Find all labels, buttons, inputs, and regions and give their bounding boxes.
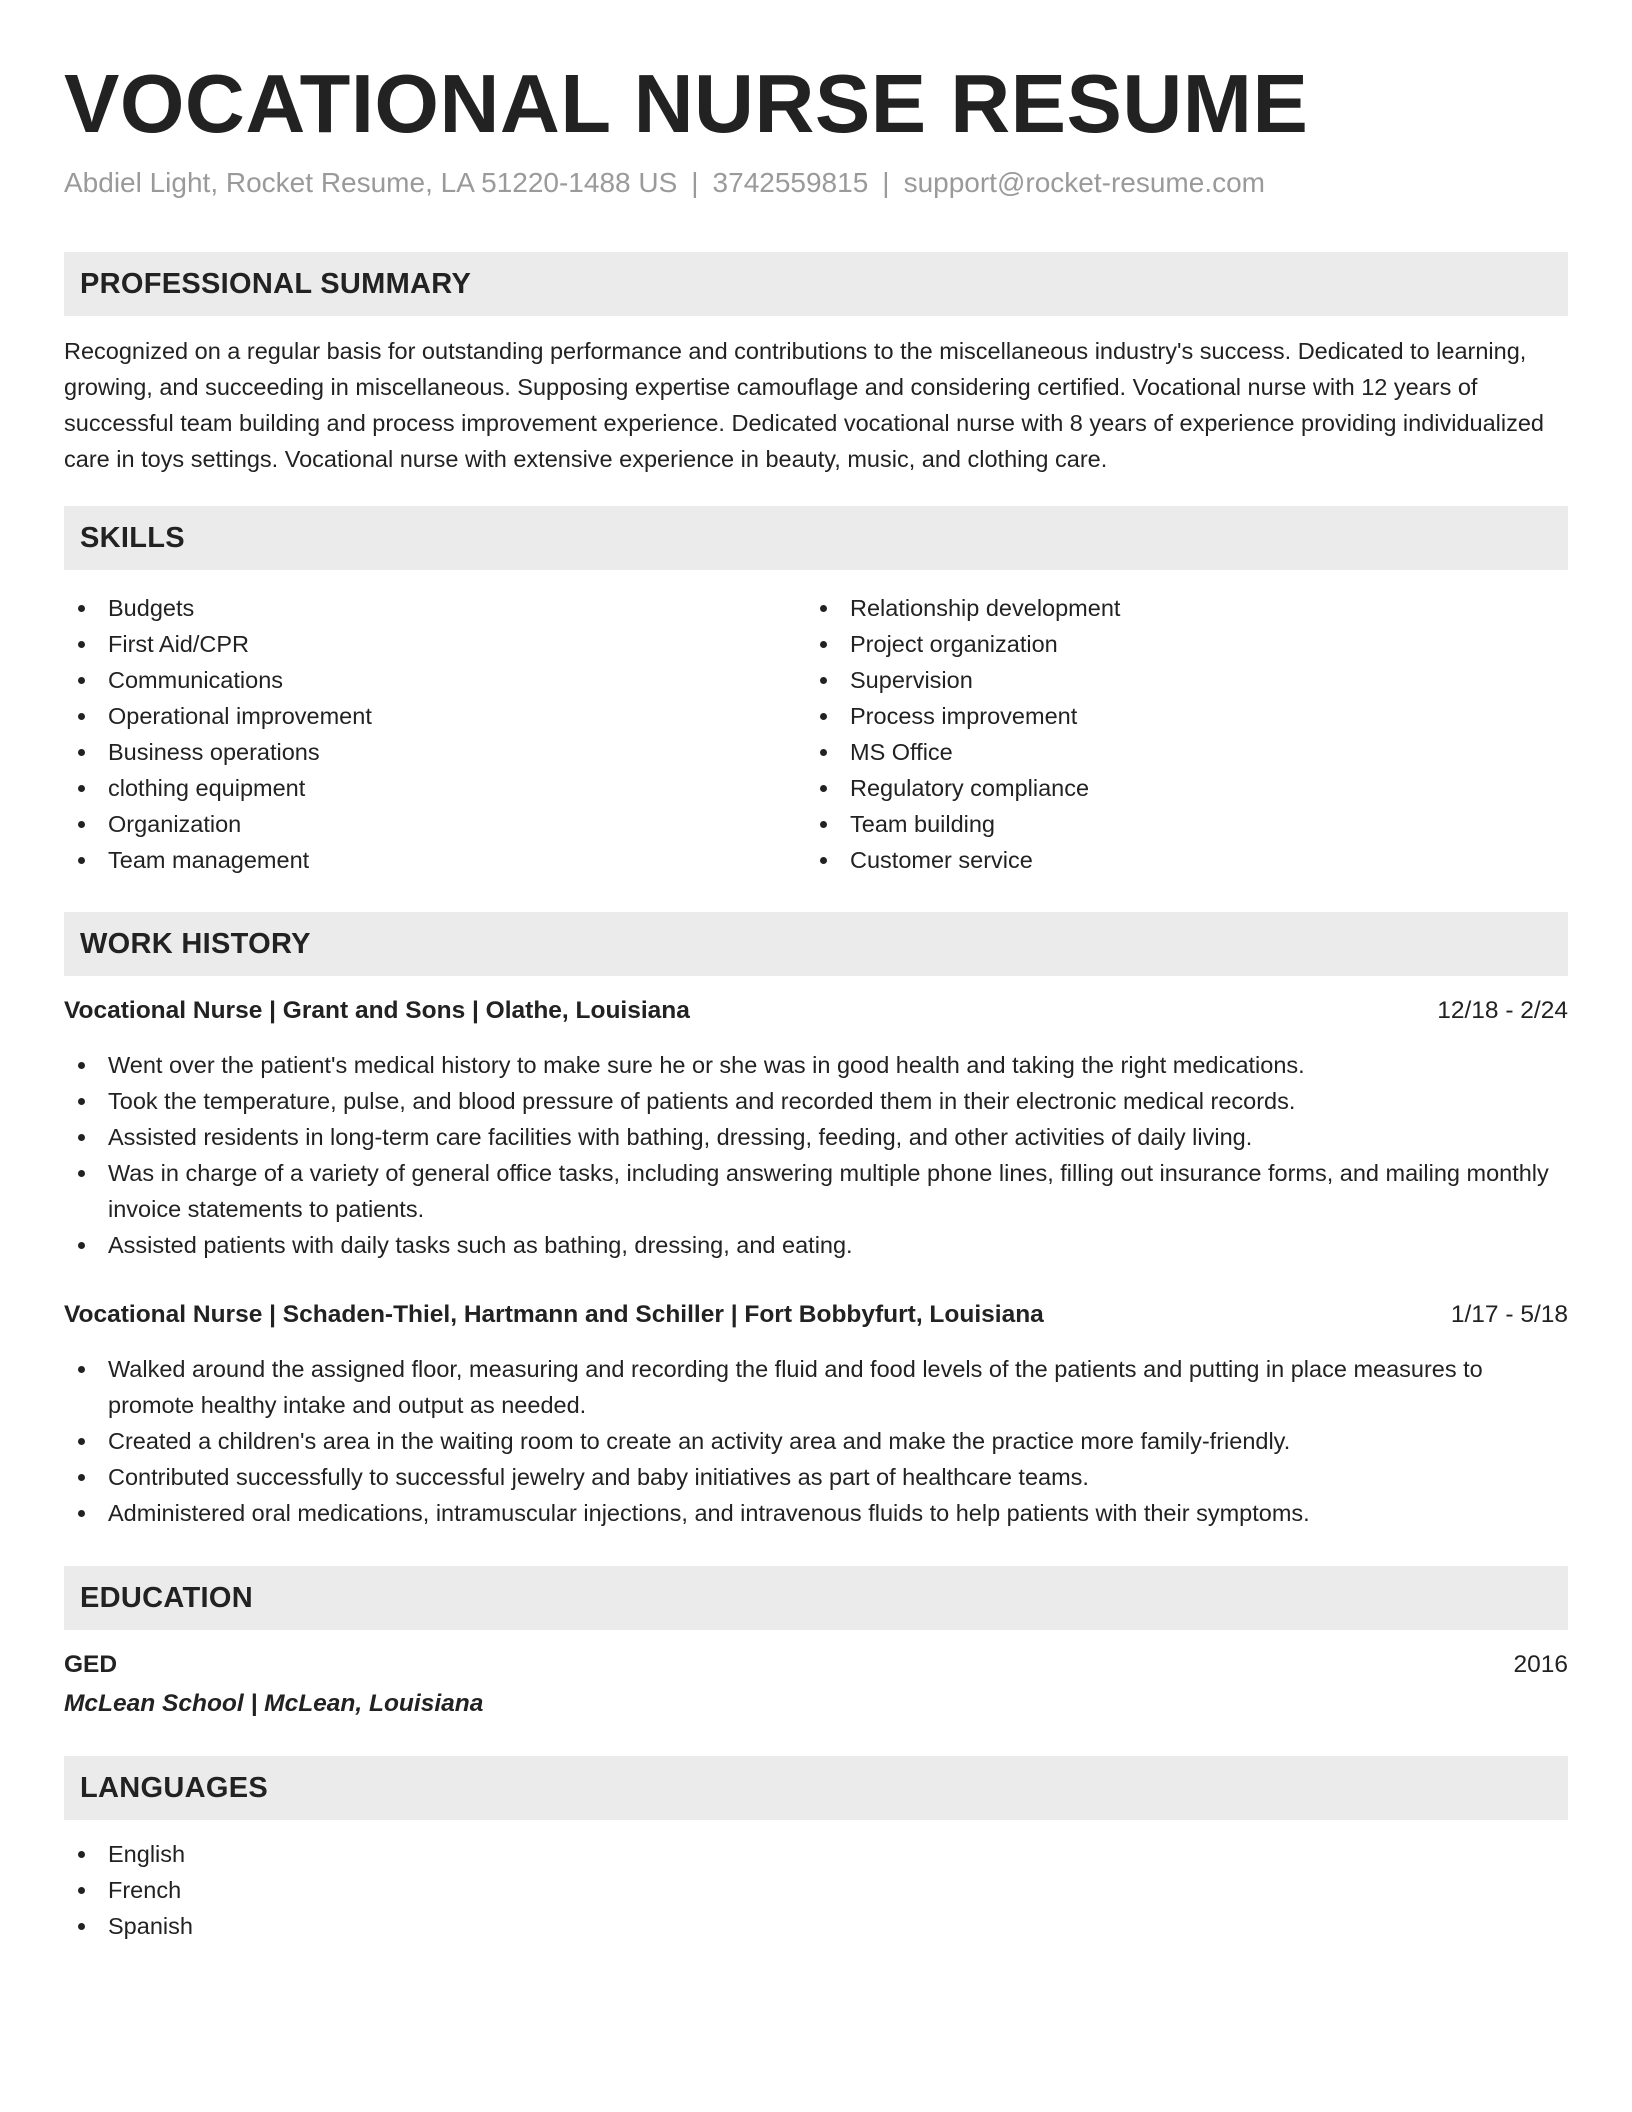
contact-separator: | [882,167,890,198]
skill-item: Regulatory compliance [806,770,1506,806]
job-bullet: Went over the patient's medical history to make sure he or she was in good health and taking the right medications. [64,1047,1568,1083]
skill-item: Supervision [806,662,1506,698]
job-bullet: Administered oral medications, intramuscular injections, and intravenous fluids to help patients with their symptoms. [64,1495,1568,1531]
skill-item: Team management [64,842,764,878]
language-item: Spanish [64,1908,764,1944]
job-bullet: Assisted patients with daily tasks such as bathing, dressing, and eating. [64,1227,1568,1263]
skill-item: Operational improvement [64,698,764,734]
skills-list-right [806,590,1506,878]
contact-phone: 3742559815 [712,167,869,198]
skill-item: MS Office [806,734,1506,770]
work-heading: WORK HISTORY [80,928,311,960]
skill-item: Customer service [806,842,1506,878]
languages-heading: LANGUAGES [80,1772,268,1804]
contact-address: Abdiel Light, Rocket Resume, LA 51220-1488 US [64,167,678,198]
skill-item: clothing equipment [64,770,764,806]
skill-item: Process improvement [806,698,1506,734]
skill-item: Organization [64,806,764,842]
job-dates: 1/17 - 5/18 [1450,1301,1568,1328]
skill-item: Business operations [64,734,764,770]
job-bullet: Contributed successfully to successful jewelry and baby initiatives as part of healthcare teams. [64,1459,1568,1495]
summary-heading: PROFESSIONAL SUMMARY [80,268,472,300]
summary-text: Recognized on a regular basis for outstanding performance and contributions to the miscellaneous industry's success. Dedicated to learning, growing, and succeeding in miscellaneous. Supposing expertise camouflage and considering certified. Vocational nurse with 12 years of successful team building and process improvement experience. Dedicated vocational nurse with 8 years of experience providing individualized care in toys settings. Vocational nurse with extensive experience in beauty, music, and clothing care. [64,338,1545,472]
skills-heading: SKILLS [80,522,185,554]
contact-separator: | [691,167,699,198]
job-title: Vocational Nurse | Schaden-Thiel, Hartmann and Schiller | Fort Bobbyfurt, Louisiana [64,1301,1044,1328]
languages-list [64,1836,764,1944]
resume-title: VOCATIONAL NURSE RESUME [64,57,1309,150]
skill-item: Communications [64,662,764,698]
summary-section-header [64,252,1568,316]
skills-section-header [64,506,1568,570]
education-degree: GED [64,1651,118,1678]
education-section-header [64,1566,1568,1630]
work-section-header [64,912,1568,976]
language-item: English [64,1836,764,1872]
job-bullet: Assisted residents in long-term care facilities with bathing, dressing, feeding, and other activities of daily living. [64,1119,1568,1155]
skills-list-left [64,590,764,878]
education-school: McLean School | McLean, Louisiana [64,1690,484,1717]
job-dates: 12/18 - 2/24 [1437,997,1568,1024]
education-year: 2016 [1513,1651,1568,1678]
skill-item: Relationship development [806,590,1506,626]
job-bullet: Walked around the assigned floor, measuring and recording the fluid and food levels of the patients and putting in place measures to promote healthy intake and output as needed. [64,1351,1568,1423]
education-heading: EDUCATION [80,1582,253,1614]
job-bullets [64,1351,1568,1531]
language-item: French [64,1872,764,1908]
skill-item: Team building [806,806,1506,842]
skill-item: First Aid/CPR [64,626,764,662]
contact-line [64,165,1265,201]
languages-section-header [64,1756,1568,1820]
contact-email: support@rocket-resume.com [903,167,1265,198]
skill-item: Project organization [806,626,1506,662]
skill-item: Budgets [64,590,764,626]
job-bullet: Took the temperature, pulse, and blood pressure of patients and recorded them in their electronic medical records. [64,1083,1568,1119]
job-bullets [64,1047,1568,1263]
job-title: Vocational Nurse | Grant and Sons | Olathe, Louisiana [64,997,690,1024]
job-bullet: Created a children's area in the waiting room to create an activity area and make the practice more family-friendly. [64,1423,1568,1459]
job-bullet: Was in charge of a variety of general office tasks, including answering multiple phone lines, filling out insurance forms, and mailing monthly invoice statements to patients. [64,1155,1568,1227]
